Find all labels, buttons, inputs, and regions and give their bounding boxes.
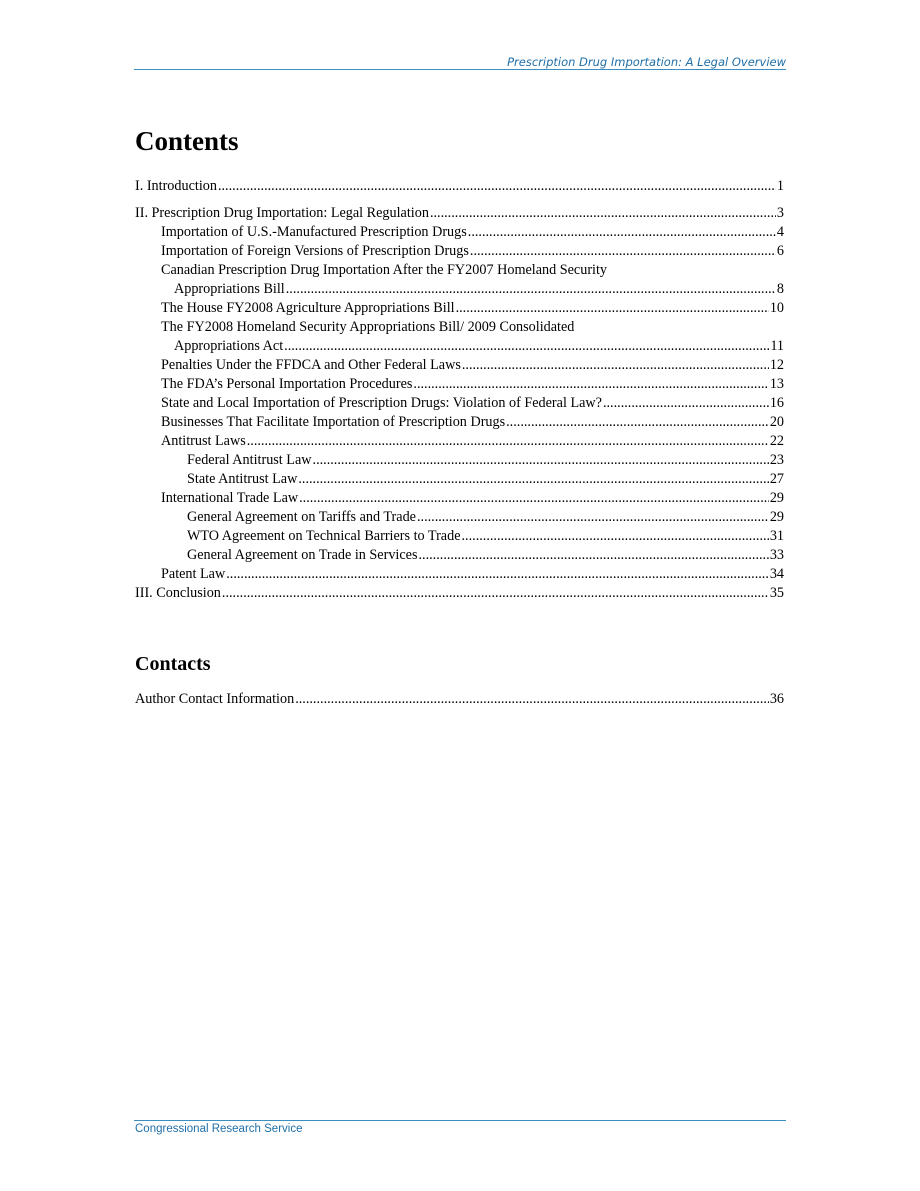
dot-leader	[603, 394, 769, 413]
toc-entry[interactable]	[135, 299, 784, 318]
toc-entry-title: Importation of U.S.-Manufactured Prescription Drugs	[161, 224, 467, 240]
dot-leader	[298, 470, 768, 489]
footer-text: Congressional Research Service	[135, 1123, 303, 1135]
toc-entry-title: Businesses That Facilitate Importation of Prescription Drugs	[161, 414, 506, 430]
dot-leader	[462, 527, 769, 546]
dot-leader	[286, 280, 776, 299]
toc-entry[interactable]	[135, 489, 784, 508]
toc-entry-title-line[interactable]: Canadian Prescription Drug Importation After the FY2007 Homeland Security	[161, 262, 608, 278]
toc-entry-page-number: 3	[776, 205, 784, 221]
toc-entry[interactable]	[135, 375, 784, 394]
toc-entry-page-number: 16	[769, 395, 784, 411]
toc-entry[interactable]	[135, 470, 784, 489]
dot-leader	[417, 508, 769, 527]
dot-leader	[468, 223, 776, 242]
toc-entry-page-number: 27	[769, 471, 784, 487]
dot-leader	[456, 299, 769, 318]
dot-leader	[247, 432, 769, 451]
dot-leader	[218, 177, 776, 196]
toc-entry-title: Patent Law	[161, 566, 226, 582]
table-of-contents	[135, 177, 784, 603]
toc-entry[interactable]	[135, 451, 784, 470]
toc-entry-title: International Trade Law	[161, 490, 299, 506]
toc-entry[interactable]	[135, 356, 784, 375]
toc-entry-title: The House FY2008 Agriculture Appropriations Bill	[161, 300, 455, 316]
dot-leader	[222, 584, 769, 603]
toc-entry-title: Appropriations Bill	[174, 281, 285, 297]
toc-entry-page-number: 13	[769, 376, 784, 392]
dot-leader	[313, 451, 769, 470]
toc-entry-title: The FDA’s Personal Importation Procedures	[161, 376, 413, 392]
dot-leader	[430, 204, 776, 223]
toc-entry[interactable]	[135, 204, 784, 223]
dot-leader	[226, 565, 769, 584]
dot-leader	[284, 337, 769, 356]
toc-entry[interactable]	[135, 280, 784, 299]
toc-entry[interactable]	[135, 413, 784, 432]
toc-entry-title: Author Contact Information	[135, 691, 295, 707]
toc-entry-title: Appropriations Act	[174, 338, 284, 354]
toc-entry-title: III. Conclusion	[135, 585, 221, 601]
contacts-heading: Contacts	[135, 653, 211, 675]
toc-entry-title: Penalties Under the FFDCA and Other Federal Laws	[161, 357, 461, 373]
toc-entry-title: State and Local Importation of Prescription Drugs: Violation of Federal Law?	[161, 395, 602, 411]
toc-entry-title: Importation of Foreign Versions of Prescription Drugs	[161, 243, 469, 259]
toc-entry[interactable]	[135, 337, 784, 356]
dot-leader	[506, 413, 769, 432]
toc-entry-title: I. Introduction	[135, 178, 217, 194]
toc-entry-page-number: 33	[769, 547, 784, 563]
header-rule	[134, 69, 786, 70]
dot-leader	[418, 546, 768, 565]
toc-entry[interactable]	[135, 242, 784, 261]
toc-entry-page-number: 34	[769, 566, 784, 582]
running-header-title: Prescription Drug Importation: A Legal Overview	[507, 55, 786, 69]
toc-entry-page-number: 12	[769, 357, 784, 373]
toc-entry-page-number: 20	[769, 414, 784, 430]
dot-leader	[299, 489, 769, 508]
contacts-list	[135, 690, 784, 709]
dot-leader	[413, 375, 768, 394]
toc-entry[interactable]	[135, 584, 784, 603]
toc-entry[interactable]	[135, 394, 784, 413]
dot-leader	[462, 356, 769, 375]
toc-entry-title: General Agreement on Trade in Services	[187, 547, 418, 563]
toc-entry-title: II. Prescription Drug Importation: Legal Regulation	[135, 205, 429, 221]
toc-entry[interactable]	[135, 565, 784, 584]
toc-entry-page-number: 22	[769, 433, 784, 449]
toc-entry[interactable]	[135, 177, 784, 196]
toc-entry-page-number: 29	[769, 490, 784, 506]
toc-entry[interactable]	[135, 223, 784, 242]
toc-entry[interactable]	[135, 432, 784, 451]
toc-entry-page-number: 4	[776, 224, 784, 240]
toc-entry-page-number: 8	[776, 281, 784, 297]
toc-entry-title: WTO Agreement on Technical Barriers to Trade	[187, 528, 461, 544]
toc-entry-page-number: 31	[769, 528, 784, 544]
toc-entry[interactable]	[135, 690, 784, 709]
toc-entry-page-number: 10	[769, 300, 784, 316]
toc-entry-page-number: 36	[769, 691, 784, 707]
toc-entry-page-number: 35	[769, 585, 784, 601]
dot-leader	[470, 242, 776, 261]
toc-entry[interactable]	[135, 508, 784, 527]
toc-entry-title: Federal Antitrust Law	[187, 452, 312, 468]
toc-entry-page-number: 6	[776, 243, 784, 259]
toc-entry[interactable]	[135, 527, 784, 546]
footer-rule	[134, 1120, 786, 1121]
toc-entry-title: General Agreement on Tariffs and Trade	[187, 509, 416, 525]
toc-entry-page-number: 11	[770, 338, 784, 354]
dot-leader	[295, 690, 769, 709]
toc-entry-page-number: 23	[769, 452, 784, 468]
toc-entry-title: State Antitrust Law	[187, 471, 298, 487]
contents-heading: Contents	[135, 126, 239, 156]
toc-entry-title: Antitrust Laws	[161, 433, 246, 449]
toc-entry-title-line[interactable]: The FY2008 Homeland Security Appropriations Bill/ 2009 Consolidated	[161, 319, 575, 335]
toc-entry-page-number: 1	[776, 178, 784, 194]
toc-entry[interactable]	[135, 546, 784, 565]
toc-entry-page-number: 29	[769, 509, 784, 525]
